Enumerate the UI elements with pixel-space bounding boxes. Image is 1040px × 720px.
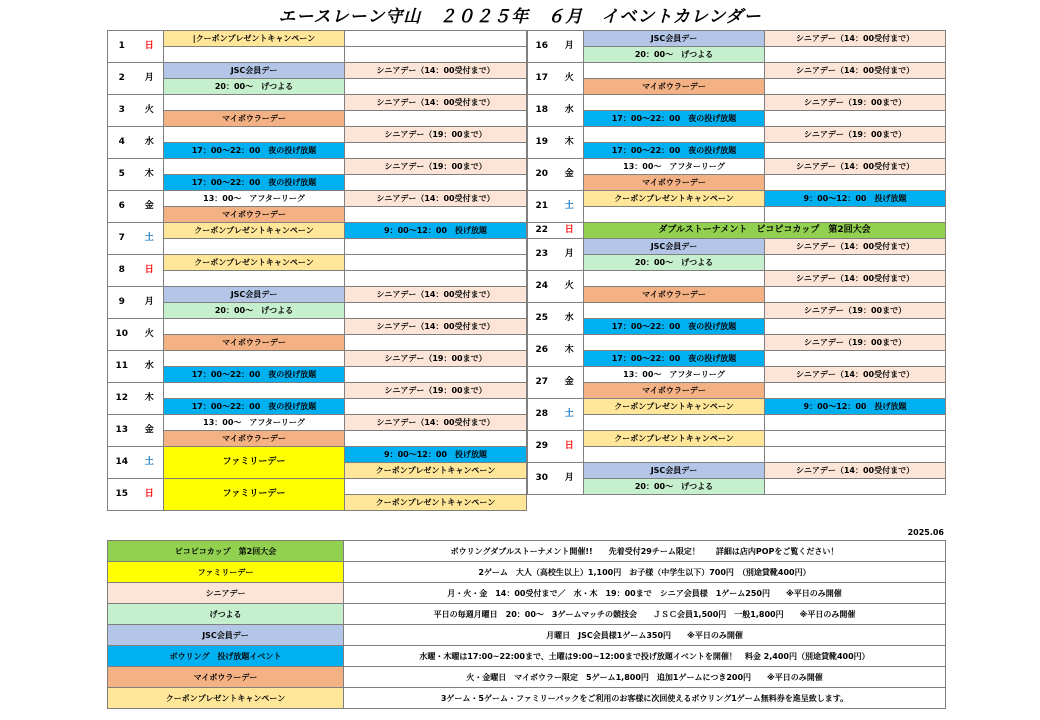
event-cell — [164, 319, 345, 335]
event-cell — [164, 95, 345, 111]
day-number: 16 — [528, 31, 556, 63]
calendar-day-row — [528, 399, 946, 415]
day-number: 24 — [528, 271, 556, 303]
day-number: 28 — [528, 399, 556, 431]
event-cell — [164, 383, 345, 399]
event-cell: クーポンプレゼントキャンペーン — [345, 463, 527, 479]
legend-row — [108, 646, 946, 667]
calendar-day-row — [528, 159, 946, 175]
weekday-label: 火 — [136, 95, 164, 127]
event-cell: 13：00～ アフターリーグ — [164, 415, 345, 431]
event-cell — [345, 367, 527, 383]
event-cell — [765, 175, 946, 191]
legend-event-name: ピコピコカップ 第2回大会 — [108, 541, 344, 562]
event-cell: 9：00～12：00 投げ放題 — [345, 223, 527, 239]
day-number: 13 — [108, 415, 136, 447]
calendar-day-row — [108, 95, 527, 111]
calendar-day-subrow — [528, 79, 946, 95]
calendar-day-row — [108, 223, 527, 239]
calendar-day-row — [528, 335, 946, 351]
event-cell — [164, 271, 345, 287]
event-cell: シニアデー（19：00まで） — [345, 351, 527, 367]
calendar-day-subrow — [108, 431, 527, 447]
legend-row — [108, 541, 946, 562]
event-cell: シニアデー（14：00受付まで） — [765, 367, 946, 383]
event-cell: シニアデー（14：00受付まで） — [765, 239, 946, 255]
legend-row — [108, 688, 946, 709]
event-cell: シニアデー（19：00まで） — [765, 95, 946, 111]
event-cell: マイボウラーデー — [164, 111, 345, 127]
weekday-label: 月 — [136, 287, 164, 319]
event-cell — [765, 47, 946, 63]
calendar-day-row — [108, 287, 527, 303]
legend-event-description: 3ゲーム・5ゲーム・ファミリーパックをご利用のお客様に次回使えるボウリング1ゲーム無料券を進呈致します。 — [344, 688, 946, 709]
weekday-label: 水 — [556, 95, 584, 127]
event-cell: JSC会員デー — [584, 31, 765, 47]
calendar-day-subrow — [528, 319, 946, 335]
weekday-label: 月 — [556, 239, 584, 271]
event-cell: JSC会員デー — [164, 63, 345, 79]
event-cell: 17：00～22：00 夜の投げ放題 — [164, 399, 345, 415]
event-cell — [765, 447, 946, 463]
event-cell: マイボウラーデー — [164, 335, 345, 351]
event-cell — [345, 207, 527, 223]
legend-event-name: JSC会員デー — [108, 625, 344, 646]
calendar-day-subrow — [108, 239, 527, 255]
event-cell — [765, 351, 946, 367]
event-cell: シニアデー（19：00まで） — [345, 127, 527, 143]
event-cell — [345, 239, 527, 255]
day-number: 19 — [528, 127, 556, 159]
event-cell: 17：00～22：00 夜の投げ放題 — [164, 143, 345, 159]
day-number: 12 — [108, 383, 136, 415]
event-cell: 17：00～22：00 夜の投げ放題 — [584, 143, 765, 159]
calendar-day-subrow — [528, 207, 946, 223]
legend-event-description: 平日の毎週月曜日 20：00～ 3ゲームマッチの競技会 ＪＳＣ会員1,500円 一般1,800円 ※平日のみ開催 — [344, 604, 946, 625]
event-cell: マイボウラーデー — [584, 383, 765, 399]
calendar-day-row — [108, 415, 527, 431]
event-cell: シニアデー（14：00受付まで） — [765, 463, 946, 479]
weekday-label: 金 — [556, 159, 584, 191]
weekday-label: 木 — [556, 127, 584, 159]
event-cell: 20：00～ げつよる — [584, 255, 765, 271]
day-number: 25 — [528, 303, 556, 335]
day-number: 22 — [528, 223, 556, 239]
weekday-label: 金 — [136, 415, 164, 447]
event-cell — [584, 415, 765, 431]
weekday-label: 日 — [136, 479, 164, 511]
day-number: 20 — [528, 159, 556, 191]
calendar-day-subrow — [108, 271, 527, 287]
calendar-day-subrow — [108, 47, 527, 63]
day-number: 10 — [108, 319, 136, 351]
event-cell — [345, 79, 527, 95]
weekday-label: 土 — [556, 399, 584, 431]
event-cell — [765, 207, 946, 223]
calendar-day-subrow — [108, 335, 527, 351]
event-cell: シニアデー（14：00受付まで） — [345, 287, 527, 303]
event-cell — [765, 143, 946, 159]
legend-row — [108, 583, 946, 604]
event-cell: クーポンプレゼントキャンペーン — [584, 399, 765, 415]
calendar-day-subrow — [528, 255, 946, 271]
event-cell — [164, 351, 345, 367]
calendar-day-subrow — [528, 143, 946, 159]
event-cell — [164, 239, 345, 255]
calendar-day-subrow — [108, 79, 527, 95]
day-number: 11 — [108, 351, 136, 383]
event-cell — [345, 31, 527, 47]
event-cell: クーポンプレゼントキャンペーン — [345, 495, 527, 511]
event-cell: シニアデー（19：00まで） — [345, 383, 527, 399]
day-number: 5 — [108, 159, 136, 191]
day-number: 27 — [528, 367, 556, 399]
event-cell: シニアデー（19：00まで） — [765, 335, 946, 351]
event-cell — [765, 319, 946, 335]
event-cell — [164, 159, 345, 175]
day-number: 7 — [108, 223, 136, 255]
day-number: 4 — [108, 127, 136, 159]
event-cell: ファミリーデー — [164, 479, 345, 511]
legend-event-description: ボウリングダブルストーナメント開催!! 先着受付29チーム限定！ 詳細は店内POPをご覧ください！ — [344, 541, 946, 562]
event-cell — [345, 303, 527, 319]
calendar-day-row — [528, 239, 946, 255]
legend-event-description: 水曜・木曜は17:00~22:00まで、土曜は9:00~12:00まで投げ放題イベントを開催！ 料金 2,400円（別途貸靴400円） — [344, 646, 946, 667]
calendar-day-row — [108, 255, 527, 271]
calendar-day-subrow — [528, 415, 946, 431]
event-cell — [765, 255, 946, 271]
event-cell: クーポンプレゼントキャンペーン — [584, 431, 765, 447]
event-cell — [584, 207, 765, 223]
event-cell: JSC会員デー — [164, 287, 345, 303]
weekday-label: 日 — [136, 255, 164, 287]
day-number: 9 — [108, 287, 136, 319]
day-number: 2 — [108, 63, 136, 95]
calendar-day-row — [528, 95, 946, 111]
event-cell — [164, 127, 345, 143]
calendar-day-subrow — [528, 351, 946, 367]
event-cell: シニアデー（14：00受付まで） — [345, 191, 527, 207]
event-cell: 13：00～ アフターリーグ — [584, 367, 765, 383]
event-cell — [765, 431, 946, 447]
event-cell: 17：00～22：00 夜の投げ放題 — [164, 367, 345, 383]
calendar-day-row — [528, 31, 946, 47]
legend-table — [107, 540, 946, 709]
event-cell: 9：00～12：00 投げ放題 — [765, 399, 946, 415]
legend-event-name: マイボウラーデー — [108, 667, 344, 688]
event-cell: シニアデー（14：00受付まで） — [345, 415, 527, 431]
event-cell — [765, 111, 946, 127]
event-cell: ダブルストーナメント ピコピコカップ 第2回大会 — [584, 223, 946, 239]
event-cell — [584, 127, 765, 143]
event-cell: シニアデー（14：00受付まで） — [345, 63, 527, 79]
calendar-day-subrow — [108, 399, 527, 415]
event-cell: 17：00～22：00 夜の投げ放題 — [584, 111, 765, 127]
event-cell — [345, 47, 527, 63]
event-cell: シニアデー（14：00受付まで） — [765, 159, 946, 175]
event-cell — [164, 47, 345, 63]
weekday-label: 月 — [136, 63, 164, 95]
day-number: 14 — [108, 447, 136, 479]
event-cell — [345, 271, 527, 287]
event-cell — [345, 175, 527, 191]
legend-event-description: 月曜日 JSC会員様1ゲーム350円 ※平日のみ開催 — [344, 625, 946, 646]
weekday-label: 木 — [136, 383, 164, 415]
event-cell — [345, 111, 527, 127]
event-cell — [345, 399, 527, 415]
day-number: 30 — [528, 463, 556, 495]
legend-row — [108, 667, 946, 688]
legend-row — [108, 625, 946, 646]
weekday-label: 水 — [136, 351, 164, 383]
calendar-title: エースレーン守山 ２０２５年 ６月 イベントカレンダー — [278, 7, 762, 27]
weekday-label: 火 — [556, 271, 584, 303]
calendar-day-row — [108, 159, 527, 175]
calendar-day-row — [528, 367, 946, 383]
weekday-label: 水 — [556, 303, 584, 335]
event-cell: シニアデー（14：00受付まで） — [765, 63, 946, 79]
event-cell: 9：00～12：00 投げ放題 — [345, 447, 527, 463]
event-cell — [584, 271, 765, 287]
weekday-label: 金 — [136, 191, 164, 223]
weekday-label: 火 — [136, 319, 164, 351]
event-cell — [584, 63, 765, 79]
weekday-label: 金 — [556, 367, 584, 399]
legend-event-description: 2ゲーム 大人（高校生以上）1,100円 お子様（中学生以下）700円 （別途貸靴400円） — [344, 562, 946, 583]
calendar-day-row — [108, 351, 527, 367]
event-cell: 17：00～22：00 夜の投げ放題 — [584, 351, 765, 367]
calendar-day-row — [108, 447, 527, 463]
event-cell: 20：00～ げつよる — [164, 79, 345, 95]
calendar-day-subrow — [108, 207, 527, 223]
event-cell: クーポンプレゼントキャンペーン — [164, 255, 345, 271]
event-cell — [345, 255, 527, 271]
day-number: 23 — [528, 239, 556, 271]
weekday-label: 日 — [556, 431, 584, 463]
calendar-day-row — [528, 127, 946, 143]
event-cell: シニアデー（14：00受付まで） — [765, 31, 946, 47]
event-cell: マイボウラーデー — [164, 207, 345, 223]
weekday-label: 土 — [136, 447, 164, 479]
event-cell: ファミリーデー — [164, 447, 345, 479]
day-number: 18 — [528, 95, 556, 127]
calendar-day-subrow — [528, 287, 946, 303]
event-cell — [584, 335, 765, 351]
legend-row — [108, 562, 946, 583]
calendar-day-row — [108, 127, 527, 143]
event-cell — [765, 287, 946, 303]
event-cell — [345, 479, 527, 495]
calendar-day-row — [528, 431, 946, 447]
calendar-day-row — [528, 463, 946, 479]
calendar-day-row — [108, 383, 527, 399]
legend-event-description: 月・火・金 14：00受付まで／ 水・木 19：00まで シニア会員様 1ゲーム250円 ※平日のみ開催 — [344, 583, 946, 604]
event-cell: マイボウラーデー — [584, 287, 765, 303]
calendar-day-row — [108, 479, 527, 495]
event-cell: シニアデー（19：00まで） — [765, 127, 946, 143]
weekday-label: 土 — [556, 191, 584, 223]
weekday-label: 日 — [556, 223, 584, 239]
calendar-day-subrow — [108, 143, 527, 159]
event-cell — [765, 479, 946, 495]
calendar-left-table — [107, 30, 527, 511]
event-cell: マイボウラーデー — [164, 431, 345, 447]
issue-date: 2025.06 — [907, 528, 944, 537]
day-number: 21 — [528, 191, 556, 223]
event-cell — [765, 79, 946, 95]
event-cell: 9：00～12：00 投げ放題 — [765, 191, 946, 207]
event-cell: JSC会員デー — [584, 239, 765, 255]
day-number: 15 — [108, 479, 136, 511]
weekday-label: 火 — [556, 63, 584, 95]
calendar-day-row — [528, 191, 946, 207]
event-cell: シニアデー（14：00受付まで） — [345, 95, 527, 111]
event-cell — [345, 335, 527, 351]
event-cell: 20：00～ げつよる — [584, 479, 765, 495]
event-cell: シニアデー（19：00まで） — [765, 303, 946, 319]
calendar-day-subrow — [108, 175, 527, 191]
calendar-day-row — [108, 63, 527, 79]
legend-row — [108, 604, 946, 625]
weekday-label: 土 — [136, 223, 164, 255]
event-cell: 20：00～ げつよる — [584, 47, 765, 63]
calendar-day-row — [108, 191, 527, 207]
event-cell: JSC会員デー — [584, 463, 765, 479]
weekday-label: 木 — [136, 159, 164, 191]
calendar-day-row — [108, 319, 527, 335]
calendar-day-subrow — [528, 47, 946, 63]
weekday-label: 月 — [556, 31, 584, 63]
legend-event-name: げつよる — [108, 604, 344, 625]
event-cell — [584, 447, 765, 463]
event-cell: |クーポンプレゼントキャンペーン — [164, 31, 345, 47]
day-number: 17 — [528, 63, 556, 95]
weekday-label: 木 — [556, 335, 584, 367]
calendar-day-row — [108, 31, 527, 47]
calendar-day-subrow — [108, 303, 527, 319]
weekday-label: 月 — [556, 463, 584, 495]
legend-event-name: クーポンプレゼントキャンペーン — [108, 688, 344, 709]
calendar-day-subrow — [528, 175, 946, 191]
event-cell: シニアデー（14：00受付まで） — [345, 319, 527, 335]
event-cell: 17：00～22：00 夜の投げ放題 — [584, 319, 765, 335]
calendar-day-subrow — [528, 479, 946, 495]
calendar-day-subrow — [528, 447, 946, 463]
event-cell: クーポンプレゼントキャンペーン — [584, 191, 765, 207]
day-number: 1 — [108, 31, 136, 63]
calendar-day-row — [528, 63, 946, 79]
weekday-label: 日 — [136, 31, 164, 63]
calendar-day-row — [528, 303, 946, 319]
day-number: 8 — [108, 255, 136, 287]
event-cell: 17：00～22：00 夜の投げ放題 — [164, 175, 345, 191]
calendar-right-table — [527, 30, 946, 495]
event-cell — [765, 383, 946, 399]
event-cell: マイボウラーデー — [584, 79, 765, 95]
legend-event-name: シニアデー — [108, 583, 344, 604]
legend-event-name: ボウリング 投げ放題イベント — [108, 646, 344, 667]
calendar-day-subrow — [108, 367, 527, 383]
legend-event-name: ファミリーデー — [108, 562, 344, 583]
event-cell — [584, 303, 765, 319]
event-cell — [765, 415, 946, 431]
event-cell — [345, 431, 527, 447]
event-cell: 13：00～ アフターリーグ — [584, 159, 765, 175]
calendar-day-subrow — [108, 111, 527, 127]
day-number: 3 — [108, 95, 136, 127]
event-cell: マイボウラーデー — [584, 175, 765, 191]
event-cell: クーポンプレゼントキャンペーン — [164, 223, 345, 239]
event-cell: 13：00～ アフターリーグ — [164, 191, 345, 207]
event-cell: 20：00～ げつよる — [164, 303, 345, 319]
event-cell — [584, 95, 765, 111]
day-number: 6 — [108, 191, 136, 223]
event-cell: シニアデー（19：00まで） — [345, 159, 527, 175]
day-number: 26 — [528, 335, 556, 367]
weekday-label: 水 — [136, 127, 164, 159]
event-cell: シニアデー（14：00受付まで） — [765, 271, 946, 287]
event-cell — [345, 143, 527, 159]
day-number: 29 — [528, 431, 556, 463]
calendar-day-subrow — [528, 111, 946, 127]
calendar-day-subrow — [528, 383, 946, 399]
calendar-day-row — [528, 271, 946, 287]
legend-event-description: 火・金曜日 マイボウラー限定 5ゲーム1,800円 追加1ゲームにつき200円 ※平日のみ開催 — [344, 667, 946, 688]
